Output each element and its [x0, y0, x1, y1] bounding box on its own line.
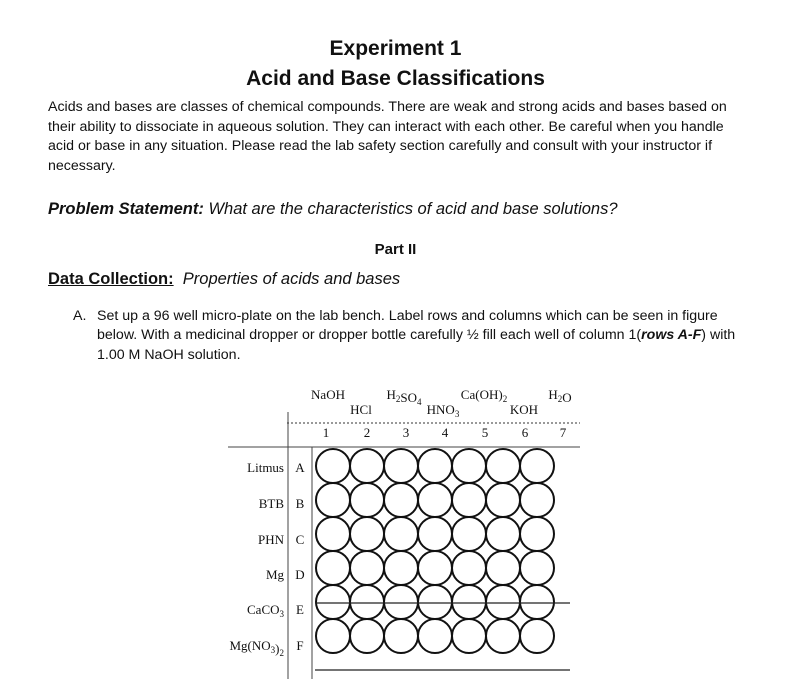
step-a-letter: A. — [73, 308, 87, 324]
column-number-4: 4 — [441, 425, 449, 440]
well-C2 — [350, 517, 384, 551]
well-F6 — [486, 619, 520, 653]
title-line-1: Experiment 1 — [329, 37, 462, 60]
well-C1 — [316, 517, 350, 551]
well-B2 — [350, 483, 384, 517]
well-E1 — [316, 585, 350, 619]
well-B6 — [486, 483, 520, 517]
well-C4 — [418, 517, 452, 551]
reagent-label-bottom-1: HCl — [350, 402, 372, 417]
title-line-2: Acid and Base Classifications — [246, 67, 545, 90]
well-E4 — [418, 585, 452, 619]
well-D3 — [384, 551, 418, 585]
well-A2 — [350, 449, 384, 483]
well-E5 — [452, 585, 486, 619]
problem-text: What are the characteristics of acid and base solutions? — [203, 200, 618, 218]
part-heading: Part II — [374, 241, 417, 258]
reagent-label-top-3: $Ca(OH)_2$ — [460, 387, 508, 404]
well-F5 — [452, 619, 486, 653]
well-D5 — [452, 551, 486, 585]
reagent-label-bottom-3: KOH — [509, 402, 539, 417]
column-number-1: 1 — [322, 425, 330, 440]
well-E3 — [384, 585, 418, 619]
well-F1 — [316, 619, 350, 653]
reagent-label-bottom-2: $HNO_3$ — [426, 402, 460, 419]
well-D1 — [316, 551, 350, 585]
well-F3 — [384, 619, 418, 653]
well-A4 — [418, 449, 452, 483]
intro-paragraph: Acids and bases are classes of chemical compounds. There are weak and strong acids and bases based on their ability to dissociate in aqueous solution. They can interact with each other. Be careful when you handle acid or base in any situation. Please read the lab safety section carefully and consult with your instructor if necessary. — [48, 99, 727, 174]
well-B4 — [418, 483, 452, 517]
column-number-7: 7 — [559, 425, 567, 440]
well-D2 — [350, 551, 384, 585]
well-D7 — [520, 551, 554, 585]
well-D6 — [486, 551, 520, 585]
row-label-B: BTB — [258, 496, 284, 511]
well-C7 — [520, 517, 554, 551]
well-C3 — [384, 517, 418, 551]
reagent-label-top-2: $H_2SO_4$ — [386, 387, 422, 407]
row-label-F: $Mg(NO_3)_2$ — [229, 638, 284, 658]
column-number-2: 2 — [363, 425, 371, 440]
column-number-6: 6 — [521, 425, 529, 440]
well-C5 — [452, 517, 486, 551]
well-D4 — [418, 551, 452, 585]
well-F2 — [350, 619, 384, 653]
well-B7 — [520, 483, 554, 517]
row-letter-F: F — [296, 638, 304, 653]
well-E6 — [486, 585, 520, 619]
column-number-3: 3 — [402, 425, 410, 440]
step-a-text-end: ) with 1.00 M NaOH solution. — [97, 327, 736, 363]
well-A6 — [486, 449, 520, 483]
reagent-label-top-1: NaOH — [311, 387, 345, 402]
row-letter-D: D — [295, 567, 305, 582]
data-collection-label: Data Collection: — [48, 270, 174, 288]
well-A1 — [316, 449, 350, 483]
well-F4 — [418, 619, 452, 653]
well-A5 — [452, 449, 486, 483]
well-C6 — [486, 517, 520, 551]
well-A3 — [384, 449, 418, 483]
row-letter-E: E — [296, 602, 304, 617]
problem-label: Problem Statement: — [48, 200, 204, 218]
well-E7 — [520, 585, 554, 619]
row-letter-C: C — [295, 532, 305, 547]
column-number-5: 5 — [481, 425, 489, 440]
well-B3 — [384, 483, 418, 517]
row-label-E: CaCO$_3$ — [247, 602, 284, 619]
step-a-rows: rows A-F — [641, 327, 702, 344]
row-label-C: PHN — [257, 532, 284, 547]
row-label-D: Mg — [265, 567, 284, 582]
well-E2 — [350, 585, 384, 619]
row-letter-B: B — [295, 496, 305, 511]
reagent-label-top-4: $H_2O$ — [548, 387, 572, 405]
row-letter-A: A — [295, 460, 305, 475]
well-A7 — [520, 449, 554, 483]
data-collection-text: Properties of acids and bases — [182, 270, 401, 288]
well-B5 — [452, 483, 486, 517]
step-a-text: Set up a 96 well micro-plate on the lab bench. Label rows and columns which can be seen in figure below. With a medicinal dropper or dropper bottle carefully ½ fill each well of column 1( — [97, 308, 718, 344]
well-F7 — [520, 619, 554, 653]
well-B1 — [316, 483, 350, 517]
row-label-A: Litmus — [247, 460, 284, 475]
